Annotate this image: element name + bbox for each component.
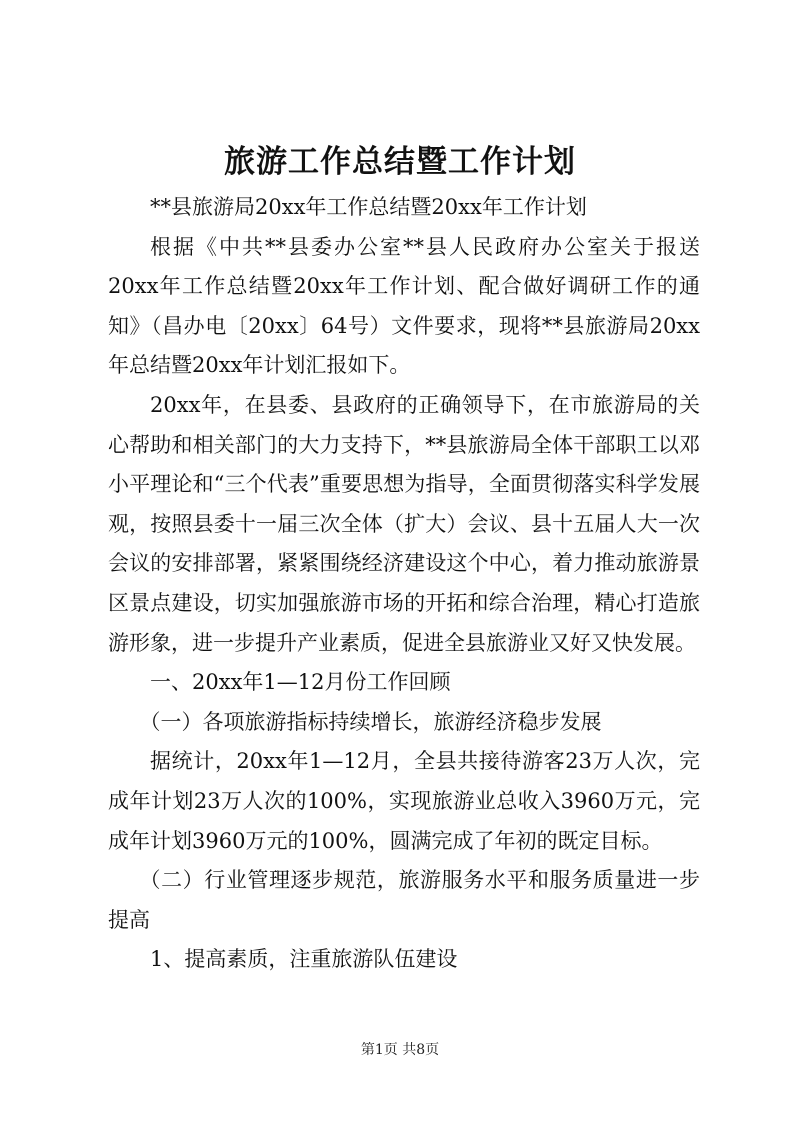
subsection-heading-1: （一）各项旅游指标持续增长，旅游经济稳步发展 [139, 709, 602, 734]
document-body [108, 188, 700, 980]
subsection-heading-2: （二）行业管理逐步规范，旅游服务水平和服务质量进一步提高 [108, 868, 700, 932]
page-number-footer: 第1页 共8页 [360, 1042, 440, 1058]
item-heading-1: 1、提高素质，注重旅游队伍建设 [150, 947, 458, 972]
document-title: 旅游工作总结暨工作计划 [224, 144, 576, 180]
basis-paragraph: 根据《中共**县委办公室**县人民政府办公室关于报送20xx年工作总结暨20xx年工作计划、配合做好调研工作的通知》（昌办电〔20xx〕64号）文件要求，现将**县旅游局20xx年总结暨20xx年计划汇报如下。 [108, 234, 700, 378]
statistics-paragraph: 据统计，20xx年1—12月，全县共接待游客23万人次，完成年计划23万人次的100%，实现旅游业总收入3960万元，完成年计划3960万元的100%，圆满完成了年初的既定目标。 [108, 749, 700, 853]
section-heading-1: 一、20xx年1—12月份工作回顾 [150, 670, 451, 695]
overview-paragraph: 20xx年，在县委、县政府的正确领导下，在市旅游局的关心帮助和相关部门的大力支持下，**县旅游局全体干部职工以邓小平理论和“三个代表”重要思想为指导，全面贯彻落实科学发展观，按照县委十一届三次全体（扩大）会议、县十五届人大一次会议的安排部署，紧紧围绕经济建设这个中心，着力推动旅游景区景点建设，切实加强旅游市场的开拓和综合治理，精心打造旅游形象，进一步提升产业素质，促进全县旅游业又好又快发展。 [108, 392, 700, 655]
subtitle-paragraph: **县旅游局20xx年工作总结暨20xx年工作计划 [150, 195, 587, 219]
